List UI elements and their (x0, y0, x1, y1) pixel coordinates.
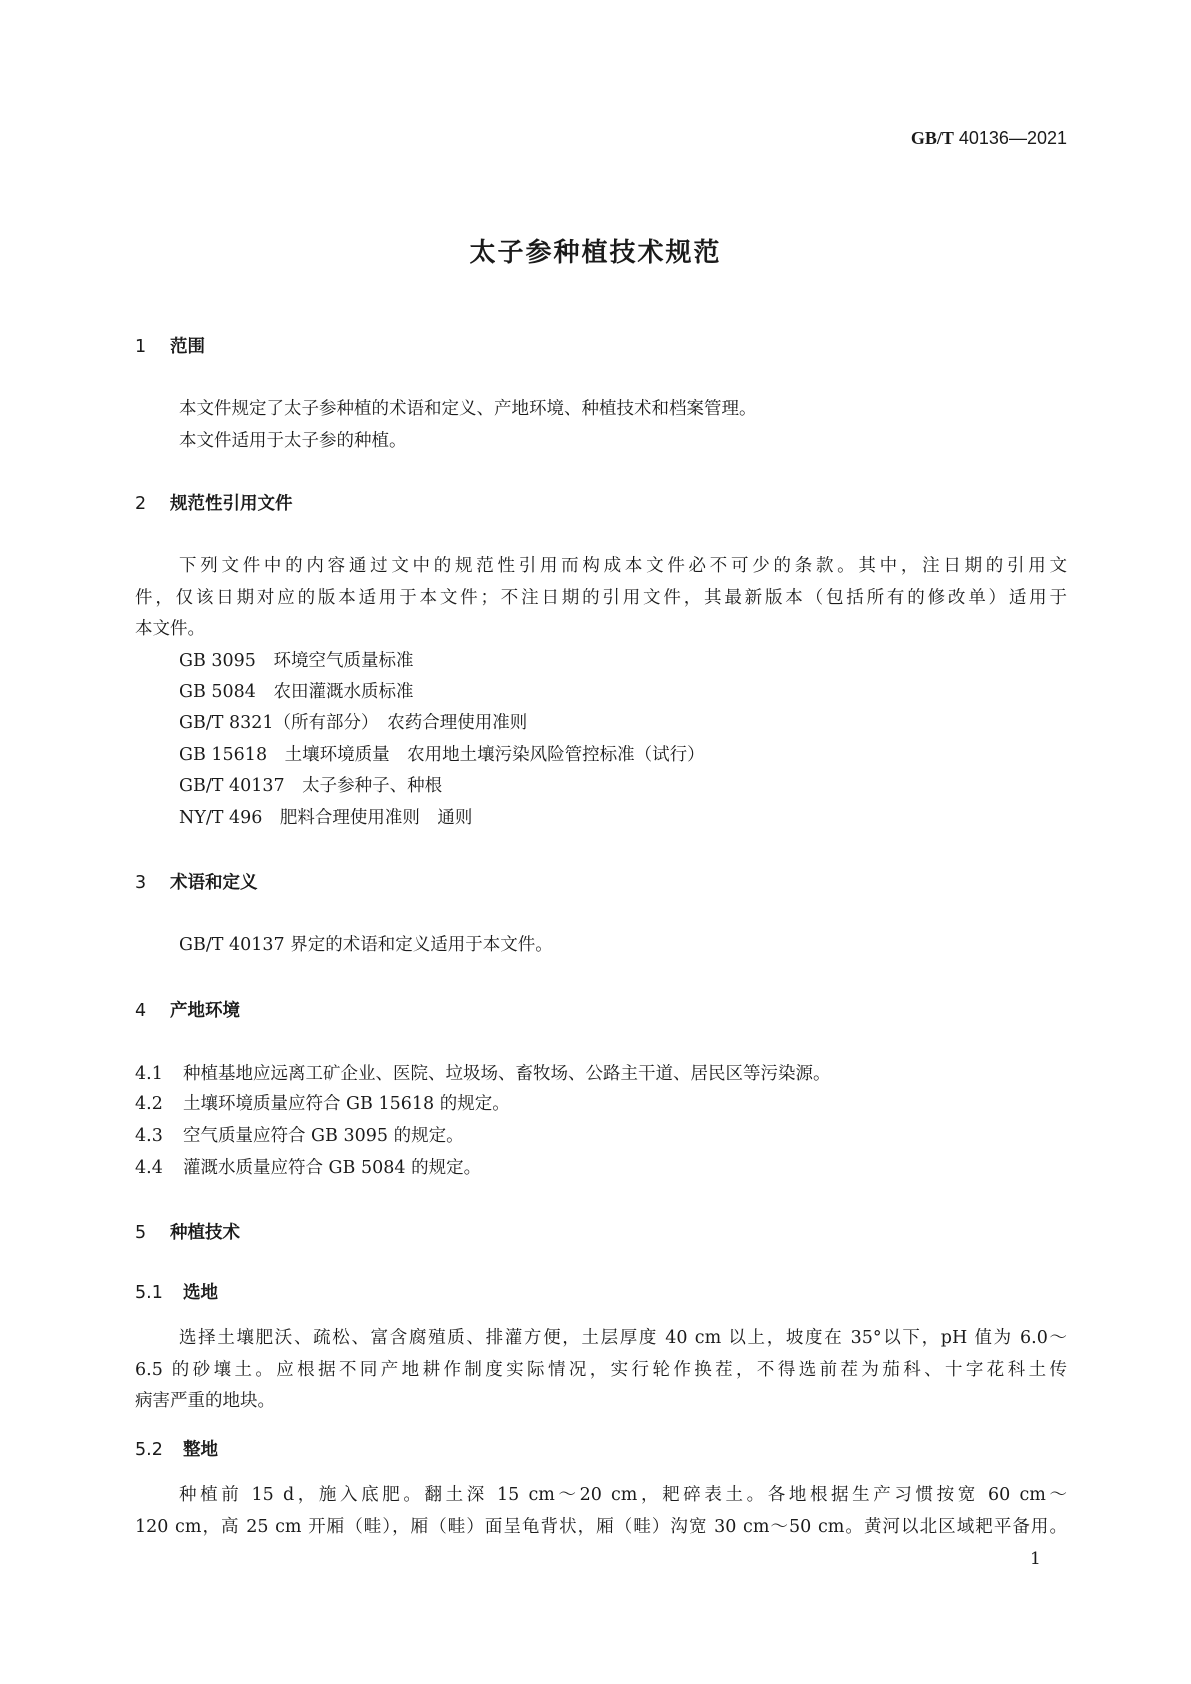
reference-item: GB 3095 环境空气质量标准 (179, 651, 414, 671)
paragraph-line: 本文件。 (135, 619, 205, 639)
section-number: 5.2 (135, 1440, 163, 1460)
clause-4-3 (135, 1122, 464, 1147)
paragraph-line: 病害严重的地块。 (135, 1391, 275, 1411)
section-3-heading (135, 869, 258, 894)
paragraph-line: 6.5 的砂壤土。应根据不同产地耕作制度实际情况，实行轮作换茬，不得选前茬为茄科、十字花科土传 (135, 1360, 1067, 1380)
section-5-heading (135, 1219, 240, 1244)
paragraph-line: 120 cm，高 25 cm 开厢（畦），厢（畦）面呈龟背状，厢（畦）沟宽 30 cm～50 cm。黄河以北区域耙平备用。 (135, 1517, 1067, 1537)
section-number: 2 (135, 494, 147, 514)
section-5-2-heading (135, 1436, 218, 1461)
section-1-heading (135, 333, 205, 358)
clause-text: 土壤环境质量应符合 GB 15618 的规定。 (183, 1094, 510, 1114)
paragraph-line: 种植前 15 d，施入底肥。翻土深 15 cm～20 cm，耙碎表土。各地根据生产习惯按宽 60 cm～ (179, 1485, 1067, 1505)
clause-text: 种植基地应远离工矿企业、医院、垃圾场、畜牧场、公路主干道、居民区等污染源。 (183, 1064, 831, 1084)
reference-item: GB/T 8321（所有部分） 农药合理使用准则 (179, 713, 528, 733)
paragraph-line: 下列文件中的内容通过文中的规范性引用而构成本文件必不可少的条款。其中，注日期的引用文 (179, 556, 1067, 576)
paragraph-line: GB/T 40137 界定的术语和定义适用于本文件。 (179, 935, 553, 955)
clause-number: 4.1 (135, 1064, 163, 1084)
standard-code-number: 40136—2021 (953, 128, 1067, 148)
reference-item: GB 15618 土壤环境质量 农用地土壤污染风险管控标准（试行） (179, 745, 705, 765)
section-number: 1 (135, 337, 147, 357)
section-title: 选地 (183, 1283, 218, 1303)
section-title: 产地环境 (170, 1001, 240, 1021)
standard-code (911, 128, 1067, 149)
paragraph-line: 本文件规定了太子参种植的术语和定义、产地环境、种植技术和档案管理。 (179, 399, 757, 419)
clause-number: 4.3 (135, 1126, 163, 1146)
reference-item: NY/T 496 肥料合理使用准则 通则 (179, 808, 473, 828)
clause-text: 空气质量应符合 GB 3095 的规定。 (183, 1126, 464, 1146)
page-number: 1 (1030, 1549, 1041, 1569)
paragraph-line: 选择土壤肥沃、疏松、富含腐殖质、排灌方便，土层厚度 40 cm 以上，坡度在 35°以下，pH 值为 6.0～ (179, 1328, 1067, 1348)
section-number: 3 (135, 873, 147, 893)
standard-code-prefix: GB/T (910, 128, 954, 148)
section-title: 范围 (170, 337, 205, 357)
section-5-1-heading (135, 1279, 218, 1304)
paragraph-line: 件，仅该日期对应的版本适用于本文件；不注日期的引用文件，其最新版本（包括所有的修改单）适用于 (135, 588, 1067, 608)
clause-number: 4.2 (135, 1094, 163, 1114)
clause-4-2 (135, 1090, 510, 1115)
paragraph-line: 本文件适用于太子参的种植。 (179, 431, 407, 451)
reference-item: GB/T 40137 太子参种子、种根 (179, 776, 443, 796)
clause-4-4 (135, 1154, 481, 1179)
reference-item: GB 5084 农田灌溉水质标准 (179, 682, 414, 702)
section-title: 术语和定义 (170, 873, 258, 893)
section-title: 规范性引用文件 (170, 494, 293, 514)
clause-4-1 (135, 1060, 831, 1085)
document-title: 太子参种植技术规范 (469, 238, 722, 268)
section-number: 5.1 (135, 1283, 163, 1303)
section-title: 整地 (183, 1440, 218, 1460)
clause-text: 灌溉水质量应符合 GB 5084 的规定。 (183, 1158, 482, 1178)
clause-number: 4.4 (135, 1158, 163, 1178)
section-number: 5 (135, 1223, 147, 1243)
section-title: 种植技术 (170, 1223, 240, 1243)
section-4-heading (135, 997, 240, 1022)
section-number: 4 (135, 1001, 147, 1021)
section-2-heading (135, 490, 293, 515)
